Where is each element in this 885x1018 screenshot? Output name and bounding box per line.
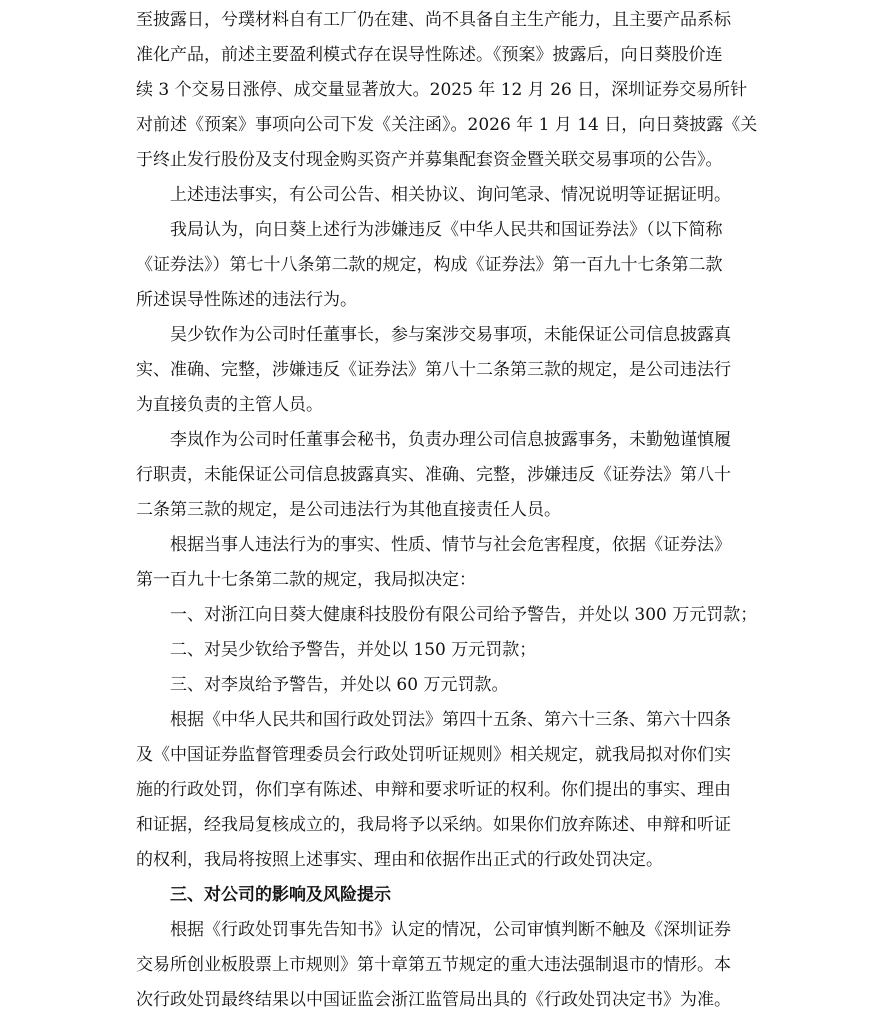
text-line: 为直接负责的主管人员。 [136, 395, 323, 415]
text-line: 的权利，我局将按照上述事实、理由和依据作出正式的行政处罚决定。 [136, 850, 663, 870]
text-line: 我局认为，向日葵上述行为涉嫌违反《中华人民共和国证券法》（以下简称 [170, 220, 723, 240]
text-line: 三、对李岚给予警告，并处以 60 万元罚款。 [170, 675, 509, 695]
text-line: 李岚作为公司时任董事会秘书，负责办理公司信息披露事务，未勤勉谨慎履 [170, 430, 731, 450]
text-line: 至披露日，兮璞材料自有工厂仍在建、尚不具备自主生产能力，且主要产品系标 [136, 10, 731, 30]
text-line: 上述违法事实，有公司公告、相关协议、询问笔录、情况说明等证据证明。 [170, 185, 731, 205]
text-line: 实、准确、完整，涉嫌违反《证券法》第八十二条第三款的规定，是公司违法行 [136, 360, 731, 380]
text-line: 对前述《预案》事项向公司下发《关注函》。2026 年 1 月 14 日，向日葵披露《关 [136, 115, 758, 135]
text-line: 第一百九十七条第二款的规定，我局拟决定： [136, 570, 476, 590]
text-line: 次行政处罚最终结果以中国证监会浙江监管局出具的《行政处罚决定书》为准。 [136, 990, 731, 1010]
document-page [136, 3, 758, 1018]
text-line: 续 3 个交易日涨停、成交量显著放大。2025 年 12 月 26 日，深圳证券交易所针 [136, 80, 748, 100]
text-line: 二条第三款的规定，是公司违法行为其他直接责任人员。 [136, 500, 561, 520]
text-line: 《证券法》）第七十八条第二款的规定，构成《证券法》第一百九十七条第二款 [136, 255, 723, 275]
text-line: 施的行政处罚，你们享有陈述、申辩和要求听证的权利。你们提出的事实、理由 [136, 780, 731, 800]
text-line: 所述误导性陈述的违法行为。 [136, 290, 357, 310]
section-heading: 三、对公司的影响及风险提示 [170, 885, 391, 905]
text-line: 和证据，经我局复核成立的，我局将予以采纳。如果你们放弃陈述、申辩和听证 [136, 815, 731, 835]
text-line: 交易所创业板股票上市规则》第十章第五节规定的重大违法强制退市的情形。本 [136, 955, 731, 975]
text-line: 及《中国证券监督管理委员会行政处罚听证规则》相关规定，就我局拟对你们实 [136, 745, 731, 765]
text-line: 于终止发行股份及支付现金购买资产并募集配套资金暨关联交易事项的公告》。 [136, 150, 723, 170]
text-line: 一、对浙江向日葵大健康科技股份有限公司给予警告，并处以 300 万元罚款； [170, 605, 758, 625]
text-line: 根据《中华人民共和国行政处罚法》第四十五条、第六十三条、第六十四条 [170, 710, 731, 730]
text-line: 准化产品，前述主要盈利模式存在误导性陈述。《预案》披露后，向日葵股价连 [136, 45, 723, 65]
text-line: 根据《行政处罚事先告知书》认定的情况，公司审慎判断不触及《深圳证券 [170, 920, 731, 940]
text-line: 根据当事人违法行为的事实、性质、情节与社会危害程度，依据《证券法》 [170, 535, 731, 555]
text-line: 行职责，未能保证公司信息披露真实、准确、完整，涉嫌违反《证券法》第八十 [136, 465, 731, 485]
text-line: 二、对吴少钦给予警告，并处以 150 万元罚款； [170, 640, 537, 660]
text-line: 吴少钦作为公司时任董事长，参与案涉交易事项，未能保证公司信息披露真 [170, 325, 731, 345]
